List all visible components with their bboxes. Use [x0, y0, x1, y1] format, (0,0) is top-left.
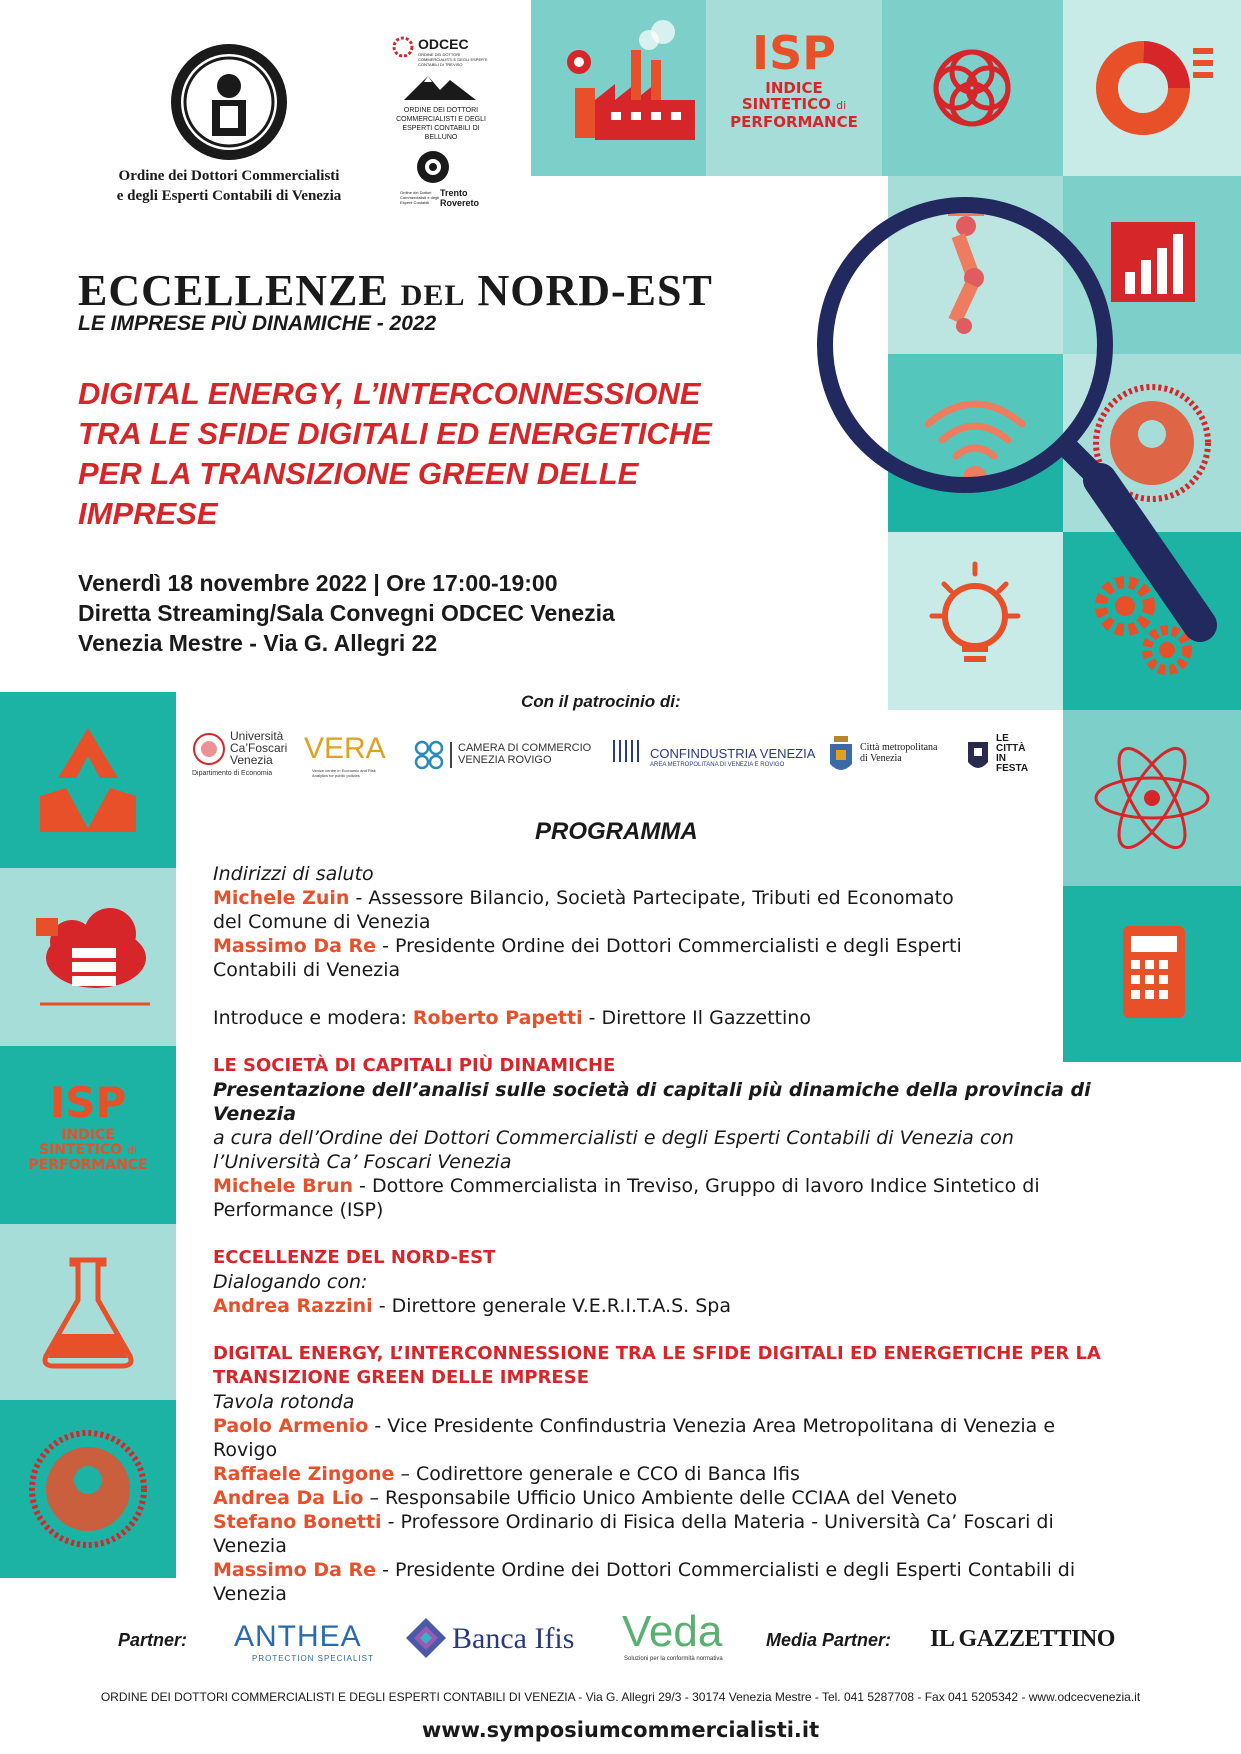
camera-line2: VENEZIA ROVIGO	[458, 754, 552, 766]
unive-seal-icon	[192, 732, 226, 766]
program-body	[213, 862, 1173, 1606]
patronage-label: Con il patrocinio di:	[521, 692, 681, 711]
citta-line3: IN	[996, 753, 1006, 764]
gazzettino-logo: IL GAZZETTINO	[930, 1626, 1115, 1652]
vera-logo	[304, 734, 384, 782]
speaker-role: - Professore Ordinario di Fisica della Materia - Università Ca’ Foscari di	[381, 1511, 1054, 1533]
moderator-role: - Direttore Il Gazzettino	[582, 1007, 811, 1029]
unive-line4: Dipartimento di Economia	[192, 770, 273, 777]
speaker-role-cont: Contabili di Venezia	[213, 959, 401, 981]
unive-logo	[192, 730, 302, 778]
headline-line4: IMPRESE	[78, 496, 218, 531]
main-title-c: NORD-EST	[477, 266, 713, 315]
isp-left-line1: INDICE	[61, 1127, 115, 1143]
moderator-name: Roberto Papetti	[412, 1007, 583, 1029]
speaker-role: – Responsabile Ufficio Unico Ambiente delle CCIAA del Veneto	[363, 1487, 958, 1509]
isp-big-text: ISP	[752, 26, 836, 80]
rovereto-label: Rovereto	[440, 198, 480, 208]
event-date: Venerdì 18 novembre 2022 | Ore 17:00-19:00	[78, 570, 558, 596]
speaker-name: Massimo Da Re	[213, 935, 377, 957]
headline-line3: PER LA TRANSIZIONE GREEN DELLE	[78, 456, 639, 491]
knot-icon	[882, 0, 1063, 176]
saluti-label: Indirizzi di saluto	[213, 863, 374, 885]
trento-label: Trento	[440, 188, 468, 198]
unive-line2: Ca’Foscari	[230, 741, 288, 755]
odcec-caption-line1: Ordine dei Dottori Commercialisti	[118, 168, 340, 184]
banca-ifis-diamond-icon	[404, 1616, 448, 1660]
footer-website[interactable]: www.symposiumcommercialisti.it	[421, 1718, 820, 1742]
partners-row	[0, 1607, 1241, 1670]
event-info	[78, 568, 615, 658]
partner-label: Partner:	[118, 1630, 188, 1650]
cloud-security-icon	[0, 868, 176, 1046]
isp-line3: PERFORMANCE	[730, 113, 858, 131]
speaker-role-cont: Performance (ISP)	[213, 1199, 384, 1221]
isp-left-di: di	[126, 1144, 137, 1157]
section-cura-line2: l’Università Ca’ Foscari Venezia	[213, 1151, 512, 1173]
speaker-name: Paolo Armenio	[213, 1415, 369, 1437]
confindustria-line2: AREA METROPOLITANA DI VENEZIA E ROVIGO	[650, 762, 785, 768]
confindustria-line1: CONFINDUSTRIA VENEZIA	[650, 746, 816, 761]
event-address: Venezia Mestre - Via G. Allegri 22	[78, 630, 438, 656]
speaker-name: Andrea Da Lio	[213, 1487, 364, 1509]
speaker-role: - Vice Presidente Confindustria Venezia Area Metropolitana di Venezia e	[368, 1415, 1056, 1437]
speaker-role-cont: Venezia	[213, 1535, 287, 1557]
event-venue: Diretta Streaming/Sala Convegni ODCEC Venezia	[78, 600, 615, 626]
veda-sub: Soluzioni per la conformità normativa	[624, 1656, 723, 1662]
donut-chart-icon	[1063, 0, 1241, 176]
confindustria-icon	[610, 736, 644, 766]
isp-tile-left	[0, 1046, 176, 1224]
anthea-logo: ANTHEA	[234, 1620, 362, 1653]
section-cura-line1: a cura dell’Ordine dei Dottori Commercialisti e degli Esperti Contabili di Venezia con	[213, 1127, 1014, 1149]
confindustria-logo	[610, 736, 816, 776]
speaker-name: Michele Brun	[213, 1175, 354, 1197]
speaker-role: – Codirettore generale e CCO di Banca Ifis	[394, 1463, 800, 1485]
media-partner-label: Media Partner:	[766, 1630, 892, 1650]
citta-in-festa-logo	[966, 734, 1046, 780]
isp-tile-top	[706, 0, 882, 176]
headline-line1: DIGITAL ENERGY, L’INTERCONNESSIONE	[78, 376, 701, 411]
section-description: Presentazione dell’analisi sulle società di capitali più dinamiche della provincia di Venezia	[213, 1079, 1091, 1125]
event-headline	[78, 374, 838, 534]
speaker-role-cont: Rovigo	[213, 1439, 278, 1461]
section-title: LE SOCIETÀ DI CAPITALI PIÙ DINAMICHE	[213, 1055, 616, 1076]
speaker-name: Michele Zuin	[213, 887, 350, 909]
coat-of-arms-icon	[826, 734, 856, 778]
cloud-lock-tile	[0, 868, 176, 1046]
unive-line3: Venezia	[230, 753, 273, 767]
isp-left-big-text: ISP	[49, 1078, 127, 1127]
odcec-treviso-sub: ORDINE DEI DOTTORI COMMERCIALISTI E DEGLI ESPERTI CONTABILI DI TREVISO	[418, 52, 488, 67]
shield-emblem-icon	[966, 736, 990, 776]
flask-tile	[0, 1224, 176, 1400]
mountains-icon	[404, 72, 476, 102]
main-title-b: DEL	[400, 279, 466, 312]
atom-icon	[1063, 710, 1241, 886]
speaker-name: Andrea Razzini	[213, 1295, 373, 1317]
section-title-cont: TRANSIZIONE GREEN DELLE IMPRESE	[213, 1367, 589, 1388]
banca-ifis-logo: Banca Ifis	[452, 1622, 575, 1655]
odcec-treviso-icon	[392, 36, 414, 58]
odcec-caption-line2: e degli Esperti Contabili di Venezia	[116, 188, 342, 204]
main-title-a: ECCELLENZE	[78, 266, 389, 315]
venice-lion-seal-icon	[0, 1400, 176, 1578]
recycle-icon	[0, 692, 176, 868]
odcec-venezia-seal-icon	[162, 40, 296, 164]
speaker-role-cont: Venezia	[213, 1583, 287, 1605]
recycle-tile	[0, 692, 176, 868]
knot-tile	[882, 0, 1063, 176]
citta-metropolitana-logo	[826, 734, 936, 780]
speaker-role: - Dottore Commercialista in Treviso, Gruppo di lavoro Indice Sintetico di	[353, 1175, 1040, 1197]
speaker-role: - Assessore Bilancio, Società Partecipate, Tributi ed Economato	[349, 887, 954, 909]
vera-label: VERA	[304, 732, 386, 765]
section-title: DIGITAL ENERGY, L’INTERCONNESSIONE TRA LE SFIDE DIGITALI ED ENERGETICHE PER LA	[213, 1343, 1101, 1364]
metro-line1: Città metropolitana	[860, 742, 938, 753]
isp-line1: INDICE	[765, 79, 823, 97]
citta-line1: LE	[996, 733, 1009, 744]
vera-sub: Venice centre in Economic and Risk Analytics for public policies	[312, 768, 376, 778]
speaker-role: - Direttore generale V.E.R.I.T.A.S. Spa	[372, 1295, 732, 1317]
unive-line1: Università	[230, 729, 284, 743]
speaker-role: - Presidente Ordine dei Dottori Commercialisti e degli Esperti Contabili di	[376, 1559, 1076, 1581]
seal-tile-left	[0, 1400, 176, 1578]
camera-commercio-logo	[412, 738, 592, 772]
subtitle: LE IMPRESE PIÙ DINAMICHE - 2022	[78, 312, 437, 335]
isp-left-line3: PERFORMANCE	[28, 1157, 148, 1173]
isp-left-line2: SINTETICO	[39, 1142, 123, 1158]
programma-title: PROGRAMMA	[535, 818, 698, 845]
atom-tile	[1063, 710, 1241, 886]
speaker-name: Stefano Bonetti	[213, 1511, 382, 1533]
isp-di: di	[836, 99, 847, 112]
section-subtitle: Tavola rotonda	[213, 1391, 355, 1413]
trento-emblem-icon	[416, 150, 450, 184]
section-title: ECCELLENZE DEL NORD-EST	[213, 1247, 496, 1268]
camera-line1: CAMERA DI COMMERCIO	[458, 742, 592, 754]
metro-line2: di Venezia	[860, 753, 902, 764]
magnifying-glass-icon	[800, 170, 1241, 650]
moderator-prefix: Introduce e modera:	[213, 1007, 413, 1029]
isp-line2: SINTETICO	[741, 95, 831, 113]
belluno-label: ORDINE DEI DOTTORI COMMERCIALISTI E DEGLI ESPERTI CONTABILI DI BELLUNO	[396, 107, 486, 141]
flask-icon	[0, 1224, 176, 1400]
anthea-sub: PROTECTION SPECIALIST	[252, 1654, 374, 1663]
footer-address: ORDINE DEI DOTTORI COMMERCIALISTI E DEGLI ESPERTI CONTABILI DI VENEZIA - Via G. Allegri 29/3 - 30174 Venezia Mestre - Tel. 041 5287708 - Fax 041 5205342 - www.odcecvenezia.it	[100, 1690, 1141, 1704]
camera-commercio-icon	[412, 738, 446, 772]
citta-line2: CITTÀ	[996, 743, 1026, 754]
speaker-role: - Presidente Ordine dei Dottori Commercialisti e degli Esperti	[376, 935, 962, 957]
speaker-role-cont: del Comune di Venezia	[213, 911, 431, 933]
trento-small-label: Ordine dei Dottori Commercialisti e degli Esperti Contabili	[400, 190, 440, 205]
factory-icon	[531, 0, 706, 176]
speaker-name: Massimo Da Re	[213, 1559, 377, 1581]
section-subtitle: Dialogando con:	[213, 1271, 368, 1293]
speaker-name: Raffaele Zingone	[213, 1463, 395, 1485]
factory-tile	[531, 0, 706, 176]
chart-ring-tile	[1063, 0, 1241, 176]
veda-logo: Veda	[622, 1607, 723, 1656]
headline-line2: TRA LE SFIDE DIGITALI ED ENERGETICHE	[78, 416, 712, 451]
citta-line4: FESTA	[996, 763, 1029, 774]
odcec-treviso-label: ODCEC	[418, 36, 469, 52]
